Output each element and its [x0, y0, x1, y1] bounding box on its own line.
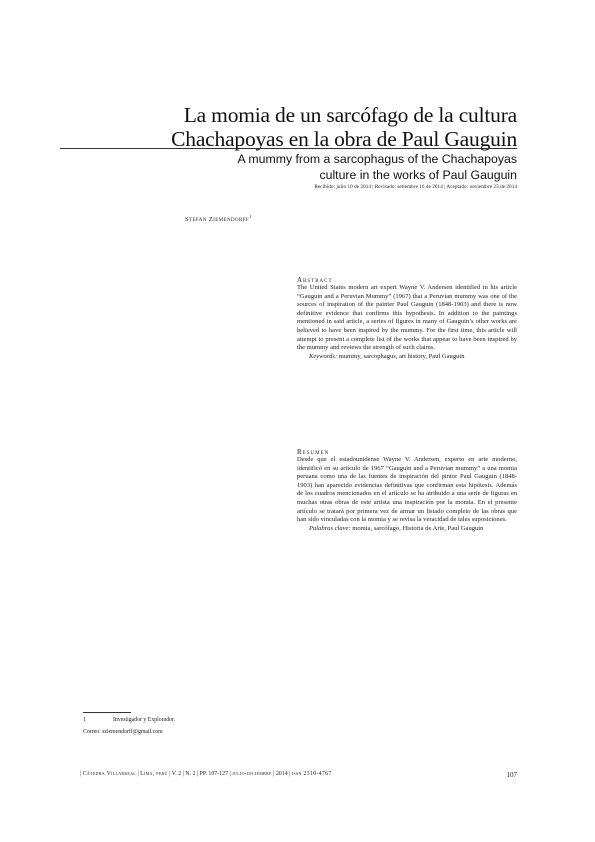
- page-footer: | Cátedra Villarreal | Lima, perú | V. 2 | N. 2 | PP. 107-127 | julio-diciembre | 2014 | issn 2310-4767 107: [80, 771, 517, 779]
- footer-pages: PP. 107-127: [199, 771, 229, 777]
- page-number: 107: [506, 771, 517, 779]
- abstract-heading: Abstract: [297, 276, 333, 284]
- footer-period: julio-diciembre: [232, 771, 272, 777]
- abstract-section: [297, 276, 517, 361]
- author-footnote-mark: 1: [249, 214, 252, 219]
- english-title: [60, 152, 517, 183]
- palabras-clave-text: momia, sarcófago, Historia de Arte, Paul Gauguin: [352, 524, 484, 532]
- abstract-keywords: [297, 353, 517, 362]
- footnote-1: [83, 717, 175, 723]
- footer-year: 2014: [275, 771, 288, 777]
- palabras-clave-label: Palabras clave:: [309, 524, 351, 532]
- title-line-2: Chachapoyas en la obra de Paul Gauguin: [171, 127, 517, 151]
- title-line-1: La momia de un sarcófago de la cultura: [183, 103, 517, 127]
- footnote-number: 1: [83, 717, 86, 723]
- footer-issn: issn 2310-4767: [291, 771, 332, 777]
- footnote-text: Investigador y Explorador.: [113, 717, 175, 723]
- submission-dates: Recibido: julio 10 de 2014 | Revisado: setiembre 16 de 2014 | Aceptado: noviembre 25 de 2014: [314, 184, 517, 190]
- resumen-section: [297, 448, 517, 533]
- subtitle-line-2: culture in the works of Paul Gauguin: [319, 167, 517, 182]
- abstract-body: The United States modern art expert Wayne V. Andersen identified in his article “Gauguin and a Peruvian Mummy” (1967) that a Peruvian mummy was one of the sources of inspiration of the painter Paul Gauguin (1848-1903) and there is now definitive evidence that confirms this hypothesis. In addition to the paintings mentioned in said article, a series of figures in many of Gauguin’s other works are believed to have been inspired by the mummy. For the first time, this article will attempt to present a complete list of the works that appear to have been inspired by the mummy and reviews the strength of such claims.: [297, 284, 517, 352]
- footer-number: N. 2: [185, 771, 196, 777]
- keywords-text: mummy, sarcophagus, art history, Paul Gauguin: [338, 352, 465, 360]
- footnote-email: Correo: sziemendorff@gmail.com: [83, 729, 163, 735]
- keywords-label: Keywords:: [309, 352, 338, 360]
- footer-volume: V. 2: [171, 771, 182, 777]
- title-divider: [60, 148, 517, 149]
- author-name: [185, 214, 252, 223]
- subtitle-line-1: A mummy from a sarcophagus of the Chachapoyas: [237, 152, 517, 166]
- footer-city: Lima, perú: [140, 771, 168, 777]
- article-title: [60, 103, 517, 151]
- resumen-body: Desde que el estadounidense Wayne V. Andersen, experto en arte moderno, identificó en su artículo de 1967 “Gauguin and a Peruvian mummy” a una momia peruana como una de las fuentes de inspiración del pintor Paul Gauguin (1848-1903) han aparecido evidencias definitivas que confirman esta hipótesis. Además de los cuadros mencionados en el artículo se ha atribuido a una serie de figuras en muchas otras obras de este artista una inspiración por la momia. En el presente artículo se tratará por primera vez de armar un listado completo de las obras que han sido vinculadas con la momia y se revisa la veracidad de tales suposiciones.: [297, 456, 517, 524]
- resumen-heading: Resumen: [297, 448, 330, 456]
- resumen-keywords: [297, 525, 517, 534]
- journal-name: Cátedra Villarreal: [82, 771, 137, 777]
- author-name-text: Stefan Ziemendorff: [185, 216, 250, 224]
- footnote-divider: [83, 712, 131, 713]
